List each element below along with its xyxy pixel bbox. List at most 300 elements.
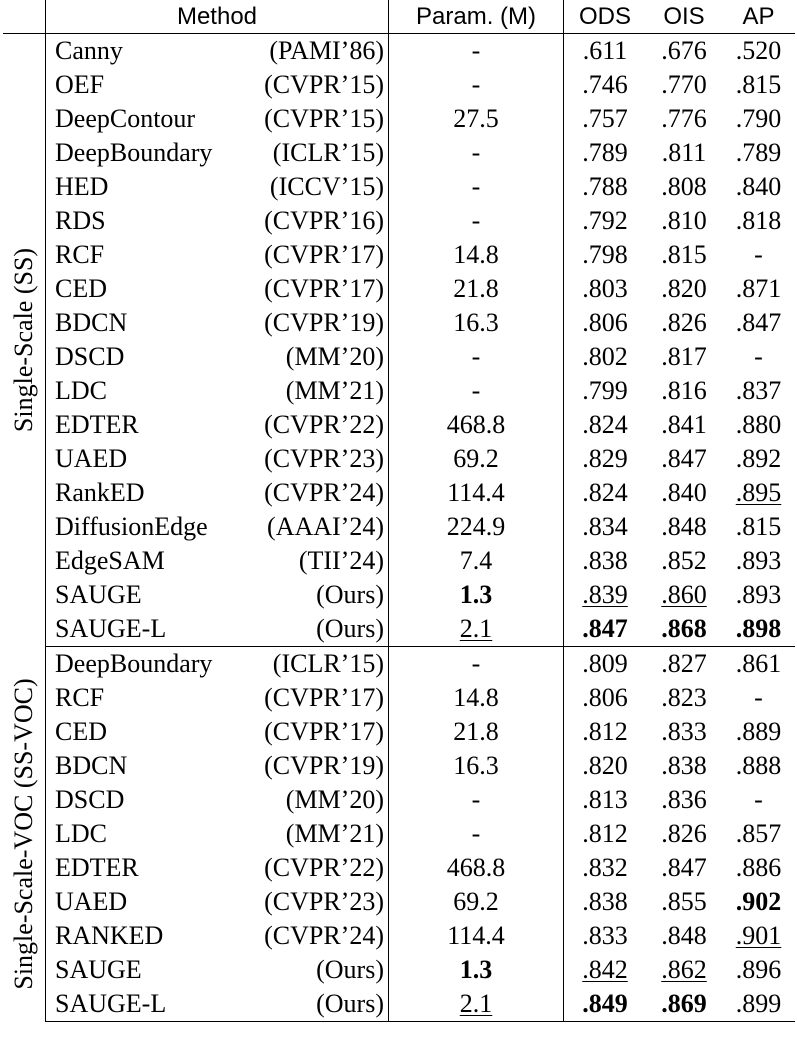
method-row — [46, 817, 388, 851]
ois-cell — [646, 136, 722, 170]
params-value: 14.8 — [453, 683, 499, 712]
method-name: DeepBoundary — [55, 138, 213, 167]
ois-cell — [646, 102, 722, 136]
params-cell — [389, 408, 564, 442]
header-ap: AP — [722, 0, 795, 34]
method-row — [46, 238, 388, 272]
method-row — [46, 136, 388, 170]
method-cell — [46, 578, 389, 612]
method-venue: (Ours) — [316, 955, 384, 984]
params-value: - — [471, 172, 481, 201]
ap-value: .840 — [735, 172, 782, 201]
ods-value: .838 — [582, 887, 628, 916]
method-cell — [46, 476, 389, 510]
ods-cell — [564, 715, 647, 749]
ois-value: .860 — [661, 580, 707, 609]
ois-cell — [646, 34, 722, 69]
ods-cell — [564, 102, 647, 136]
method-cell — [46, 544, 389, 578]
ap-cell — [722, 987, 795, 1022]
params-value: 1.3 — [459, 955, 493, 984]
table-row — [3, 749, 795, 783]
method-venue: (CVPR’24) — [264, 921, 384, 950]
method-row — [46, 340, 388, 374]
params-cell — [389, 34, 564, 69]
ap-value: .861 — [735, 649, 782, 678]
method-cell — [46, 136, 389, 170]
ois-cell — [646, 272, 722, 306]
ods-cell — [564, 578, 647, 612]
ois-value: .848 — [661, 921, 707, 950]
ois-value: .862 — [661, 955, 707, 984]
ap-value: .520 — [735, 36, 782, 65]
group-label-wrap — [3, 34, 45, 646]
method-row — [46, 578, 388, 612]
ods-cell — [564, 987, 647, 1022]
ap-cell — [722, 170, 795, 204]
params-value: - — [471, 649, 481, 678]
method-cell — [46, 340, 389, 374]
ap-value: - — [754, 785, 763, 814]
method-name: OEF — [55, 70, 105, 99]
method-name: LDC — [55, 819, 107, 848]
ap-cell — [722, 204, 795, 238]
method-venue: (CVPR’23) — [264, 444, 384, 473]
ap-cell — [722, 340, 795, 374]
ap-cell — [722, 749, 795, 783]
method-venue: (CVPR’19) — [264, 308, 384, 337]
ods-cell — [564, 238, 647, 272]
params-value: 1.3 — [459, 580, 493, 609]
ois-value: .776 — [661, 104, 707, 133]
params-cell — [389, 136, 564, 170]
ois-cell — [646, 442, 722, 476]
ap-cell — [722, 919, 795, 953]
ods-cell — [564, 749, 647, 783]
ap-cell — [722, 647, 795, 682]
ods-cell — [564, 681, 647, 715]
table-row — [3, 783, 795, 817]
method-venue: (ICLR’15) — [272, 138, 384, 167]
ods-value: .803 — [582, 274, 628, 303]
ois-cell — [646, 544, 722, 578]
ois-cell — [646, 715, 722, 749]
params-value: - — [471, 70, 481, 99]
ods-value: .809 — [582, 649, 628, 678]
ap-value: .889 — [735, 717, 782, 746]
table-row — [3, 919, 795, 953]
params-cell — [389, 987, 564, 1022]
method-venue: (AAAI’24) — [267, 512, 384, 541]
table-row — [3, 851, 795, 885]
params-value: 21.8 — [453, 274, 499, 303]
method-name: RankED — [55, 478, 145, 507]
method-cell — [46, 987, 389, 1022]
method-cell — [46, 204, 389, 238]
ods-value: .832 — [582, 853, 628, 882]
table-row — [3, 204, 795, 238]
ods-value: .849 — [582, 989, 628, 1018]
params-cell — [389, 953, 564, 987]
params-value: - — [471, 138, 481, 167]
method-row — [46, 68, 388, 102]
results-table — [3, 0, 795, 1022]
method-venue: (CVPR’24) — [264, 478, 384, 507]
params-cell — [389, 442, 564, 476]
ap-value: .871 — [735, 274, 782, 303]
method-name: RDS — [55, 206, 106, 235]
ap-cell — [722, 374, 795, 408]
table-row — [3, 647, 795, 682]
method-cell — [46, 170, 389, 204]
ois-value: .826 — [661, 308, 707, 337]
method-name: UAED — [55, 444, 128, 473]
table-row — [3, 408, 795, 442]
method-cell — [46, 953, 389, 987]
ods-value: .746 — [582, 70, 628, 99]
method-venue: (MM’20) — [285, 785, 384, 814]
ois-value: .855 — [661, 887, 707, 916]
ois-value: .770 — [661, 70, 707, 99]
table-row — [3, 681, 795, 715]
ap-cell — [722, 953, 795, 987]
ods-value: .829 — [582, 444, 628, 473]
ap-cell — [722, 885, 795, 919]
table-row — [3, 170, 795, 204]
ods-cell — [564, 919, 647, 953]
ap-cell — [722, 578, 795, 612]
method-name: BDCN — [55, 751, 128, 780]
ap-value: .888 — [735, 751, 782, 780]
ois-cell — [646, 408, 722, 442]
params-value: 2.1 — [459, 989, 493, 1018]
params-cell — [389, 238, 564, 272]
method-name: HED — [55, 172, 109, 201]
table-row — [3, 953, 795, 987]
method-venue: (Ours) — [316, 989, 384, 1018]
ois-value: .847 — [661, 853, 707, 882]
method-row — [46, 987, 388, 1021]
params-cell — [389, 749, 564, 783]
ap-cell — [722, 783, 795, 817]
ap-cell — [722, 476, 795, 510]
ods-value: .839 — [582, 580, 628, 609]
ods-cell — [564, 306, 647, 340]
ois-cell — [646, 510, 722, 544]
ap-value: .886 — [735, 853, 782, 882]
method-name: SAUGE — [55, 580, 142, 609]
table-row — [3, 885, 795, 919]
method-cell — [46, 68, 389, 102]
ods-value: .838 — [582, 546, 628, 575]
params-value: 27.5 — [453, 104, 499, 133]
ap-value: .789 — [735, 138, 782, 167]
ods-cell — [564, 612, 647, 647]
ap-value: .815 — [735, 512, 782, 541]
params-cell — [389, 272, 564, 306]
ap-value: .898 — [735, 614, 782, 643]
method-venue: (CVPR’17) — [264, 274, 384, 303]
params-cell — [389, 783, 564, 817]
ap-cell — [722, 851, 795, 885]
method-cell — [46, 612, 389, 647]
method-cell — [46, 102, 389, 136]
ap-value: .818 — [735, 206, 782, 235]
ods-cell — [564, 885, 647, 919]
ods-cell — [564, 544, 647, 578]
method-venue: (ICCV’15) — [269, 172, 384, 201]
ods-value: .789 — [582, 138, 628, 167]
ois-cell — [646, 340, 722, 374]
method-venue: (CVPR’16) — [264, 206, 384, 235]
method-venue: (CVPR’15) — [264, 70, 384, 99]
method-row — [46, 476, 388, 510]
table-row — [3, 374, 795, 408]
ois-cell — [646, 374, 722, 408]
ods-cell — [564, 408, 647, 442]
ods-cell — [564, 510, 647, 544]
method-name: CED — [55, 717, 107, 746]
method-name: CED — [55, 274, 107, 303]
ap-value: .902 — [735, 887, 782, 916]
method-name: SAUGE-L — [55, 989, 167, 1018]
group-label-cell — [3, 647, 46, 1022]
params-value: 16.3 — [453, 751, 499, 780]
method-venue: (CVPR’17) — [264, 717, 384, 746]
ois-value: .811 — [661, 138, 707, 167]
header-params: Param. (M) — [389, 0, 564, 34]
params-value: - — [471, 36, 481, 65]
method-row — [46, 306, 388, 340]
method-venue: (MM’20) — [285, 342, 384, 371]
group-label: Single-Scale-VOC (SS-VOC) — [9, 678, 38, 990]
ois-cell — [646, 987, 722, 1022]
ois-cell — [646, 306, 722, 340]
ap-cell — [722, 442, 795, 476]
params-cell — [389, 715, 564, 749]
method-row — [46, 272, 388, 306]
ois-cell — [646, 204, 722, 238]
method-name: EdgeSAM — [55, 546, 165, 575]
ois-value: .836 — [661, 785, 707, 814]
method-name: UAED — [55, 887, 128, 916]
method-row — [46, 170, 388, 204]
ap-cell — [722, 136, 795, 170]
ois-value: .848 — [661, 512, 707, 541]
params-value: 2.1 — [459, 614, 493, 643]
ods-cell — [564, 374, 647, 408]
method-name: RCF — [55, 683, 105, 712]
method-venue: (CVPR’15) — [264, 104, 384, 133]
params-cell — [389, 204, 564, 238]
ap-value: .790 — [735, 104, 782, 133]
ods-cell — [564, 68, 647, 102]
table-row — [3, 238, 795, 272]
method-row — [46, 681, 388, 715]
ods-cell — [564, 476, 647, 510]
ods-value: .757 — [582, 104, 628, 133]
ods-value: .834 — [582, 512, 628, 541]
method-name: EDTER — [55, 853, 139, 882]
method-venue: (CVPR’17) — [264, 240, 384, 269]
method-name: DiffusionEdge — [55, 512, 208, 541]
table-row — [3, 102, 795, 136]
ap-cell — [722, 238, 795, 272]
method-row — [46, 102, 388, 136]
params-cell — [389, 306, 564, 340]
method-name: BDCN — [55, 308, 128, 337]
method-name: LDC — [55, 376, 107, 405]
method-name: DeepContour — [55, 104, 196, 133]
ois-value: .840 — [661, 478, 707, 507]
ods-value: .611 — [582, 36, 628, 65]
ap-value: .893 — [735, 546, 782, 575]
params-value: 7.4 — [459, 546, 493, 575]
ods-value: .824 — [582, 478, 628, 507]
method-row — [46, 510, 388, 544]
ods-cell — [564, 204, 647, 238]
ods-value: .833 — [582, 921, 628, 950]
ods-value: .842 — [582, 955, 628, 984]
ap-cell — [722, 817, 795, 851]
table-row — [3, 442, 795, 476]
params-value: - — [471, 342, 481, 371]
ap-value: - — [754, 342, 763, 371]
ap-value: .896 — [735, 955, 782, 984]
params-cell — [389, 510, 564, 544]
params-value: - — [471, 819, 481, 848]
ois-value: .868 — [661, 614, 707, 643]
method-cell — [46, 885, 389, 919]
method-name: SAUGE-L — [55, 614, 167, 643]
params-cell — [389, 681, 564, 715]
params-value: 468.8 — [446, 853, 506, 882]
method-venue: (CVPR’22) — [264, 853, 384, 882]
method-row — [46, 715, 388, 749]
method-venue: (Ours) — [316, 580, 384, 609]
ap-cell — [722, 34, 795, 69]
params-cell — [389, 578, 564, 612]
table-row — [3, 578, 795, 612]
method-row — [46, 442, 388, 476]
method-venue: (MM’21) — [285, 819, 384, 848]
ods-value: .813 — [582, 785, 628, 814]
method-row — [46, 885, 388, 919]
table-row — [3, 987, 795, 1022]
params-value: 69.2 — [453, 887, 499, 916]
ois-value: .823 — [661, 683, 707, 712]
ois-value: .847 — [661, 444, 707, 473]
ois-cell — [646, 238, 722, 272]
table-row — [3, 476, 795, 510]
method-row — [46, 374, 388, 408]
ois-cell — [646, 578, 722, 612]
ods-value: .812 — [582, 717, 628, 746]
method-cell — [46, 715, 389, 749]
params-cell — [389, 544, 564, 578]
table-row — [3, 715, 795, 749]
ap-value: .892 — [735, 444, 782, 473]
group-label: Single-Scale (SS) — [9, 248, 38, 433]
ois-cell — [646, 476, 722, 510]
ap-cell — [722, 544, 795, 578]
params-cell — [389, 170, 564, 204]
ap-value: .893 — [735, 580, 782, 609]
ods-value: .812 — [582, 819, 628, 848]
params-value: - — [471, 376, 481, 405]
header-ods: ODS — [564, 0, 647, 34]
table-row — [3, 272, 795, 306]
ois-value: .869 — [661, 989, 707, 1018]
method-row — [46, 204, 388, 238]
ods-cell — [564, 340, 647, 374]
params-value: - — [471, 206, 481, 235]
ods-value: .798 — [582, 240, 628, 269]
ods-value: .820 — [582, 751, 628, 780]
ods-cell — [564, 272, 647, 306]
ois-cell — [646, 170, 722, 204]
method-name: RANKED — [55, 921, 164, 950]
ods-value: .806 — [582, 308, 628, 337]
ods-value: .802 — [582, 342, 628, 371]
table-row — [3, 136, 795, 170]
ap-value: .847 — [735, 308, 782, 337]
group-label-wrap — [3, 647, 45, 1021]
method-name: EDTER — [55, 410, 139, 439]
ois-value: .810 — [661, 206, 707, 235]
method-venue: (ICLR’15) — [272, 649, 384, 678]
params-value: 21.8 — [453, 717, 499, 746]
ods-cell — [564, 783, 647, 817]
ods-cell — [564, 170, 647, 204]
ods-cell — [564, 136, 647, 170]
method-cell — [46, 851, 389, 885]
ois-value: .820 — [661, 274, 707, 303]
header-group — [3, 0, 46, 34]
params-value: 224.9 — [446, 512, 506, 541]
method-venue: (PAMI’86) — [269, 36, 384, 65]
method-venue: (CVPR’19) — [264, 751, 384, 780]
params-cell — [389, 68, 564, 102]
params-value: - — [471, 785, 481, 814]
ods-value: .792 — [582, 206, 628, 235]
method-row — [46, 408, 388, 442]
ods-value: .799 — [582, 376, 628, 405]
method-cell — [46, 238, 389, 272]
ap-value: .815 — [735, 70, 782, 99]
ois-cell — [646, 953, 722, 987]
method-cell — [46, 306, 389, 340]
ois-cell — [646, 783, 722, 817]
ois-value: .808 — [661, 172, 707, 201]
ois-cell — [646, 885, 722, 919]
method-cell — [46, 919, 389, 953]
method-venue: (TII’24) — [298, 546, 384, 575]
ois-value: .815 — [661, 240, 707, 269]
method-cell — [46, 681, 389, 715]
table-row — [3, 544, 795, 578]
ods-cell — [564, 442, 647, 476]
table-row — [3, 612, 795, 647]
table-row — [3, 340, 795, 374]
params-cell — [389, 340, 564, 374]
params-cell — [389, 374, 564, 408]
method-cell — [46, 783, 389, 817]
params-cell — [389, 919, 564, 953]
ap-cell — [722, 408, 795, 442]
method-cell — [46, 749, 389, 783]
method-name: DSCD — [55, 785, 125, 814]
